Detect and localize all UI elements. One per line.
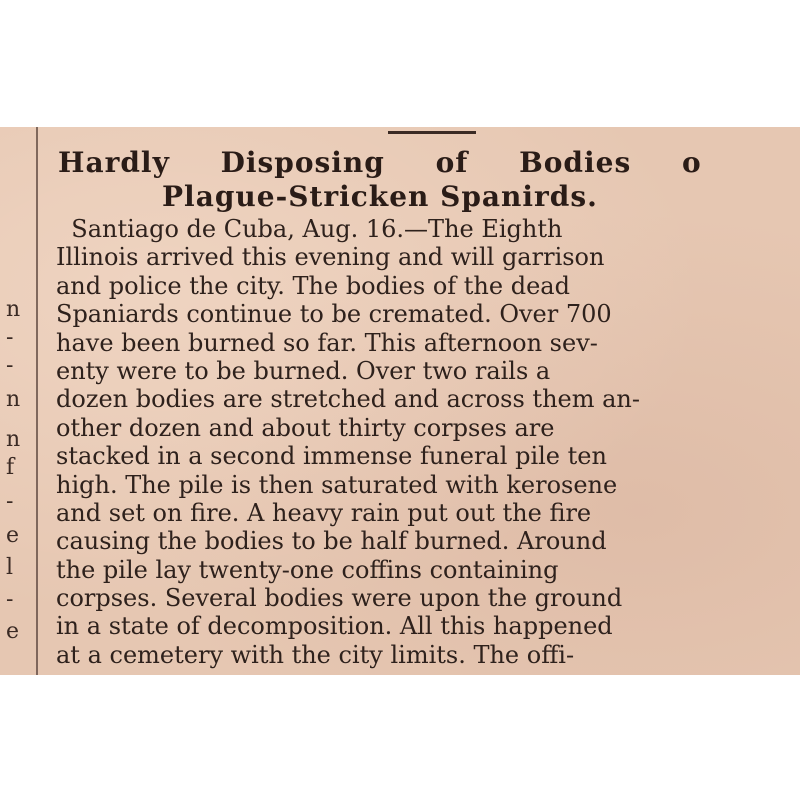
article-body	[56, 215, 800, 669]
article-line: in a state of decomposition. All this happened	[56, 612, 613, 641]
article-line: Illinois arrived this evening and will garrison	[56, 243, 605, 272]
article-line: Spaniards continue to be cremated. Over 700	[56, 300, 612, 329]
newspaper-clipping	[0, 127, 800, 675]
fragment-char: -	[6, 587, 14, 612]
left-column-fragments	[0, 127, 36, 675]
fragment-char: -	[6, 489, 14, 514]
fragment-char: l	[6, 555, 14, 580]
fragment-char: e	[6, 523, 20, 548]
article-line: dozen bodies are stretched and across them an-	[56, 385, 640, 414]
top-rule	[388, 131, 476, 134]
article-line: other dozen and about thirty corpses are	[56, 413, 555, 442]
article-line: causing the bodies to be half burned. Around	[56, 527, 607, 556]
fragment-char: n	[6, 387, 21, 412]
fragment-char: -	[6, 325, 14, 350]
fragment-char: -	[6, 353, 14, 378]
article-line: Santiago de Cuba, Aug. 16.—The Eighth	[56, 215, 563, 243]
article-line: the pile lay twenty-one coffins containing	[56, 555, 559, 584]
article-line: and police the city. The bodies of the dead	[56, 271, 570, 300]
article-line: corpses. Several bodies were upon the ground	[56, 584, 623, 613]
headline-line-1: Hardly Disposing of Bodies o	[58, 146, 702, 179]
article-line: have been burned so far. This afternoon sev-	[56, 328, 598, 357]
article-line: enty were to be burned. Over two rails a	[56, 356, 551, 385]
fragment-char: f	[6, 455, 15, 480]
article-line: and set on fire. A heavy rain put out the fire	[56, 498, 592, 527]
fragment-char: n	[6, 297, 21, 322]
article-line: at a cemetery with the city limits. The offi-	[56, 640, 575, 669]
column-rule	[36, 127, 38, 675]
article-line: high. The pile is then saturated with kerosene	[56, 470, 618, 499]
headline-line-2: Plague-Stricken Spanirds.	[162, 180, 598, 213]
article-line: stacked in a second immense funeral pile ten	[56, 442, 607, 471]
fragment-char: n	[6, 427, 21, 452]
fragment-char: e	[6, 619, 20, 644]
